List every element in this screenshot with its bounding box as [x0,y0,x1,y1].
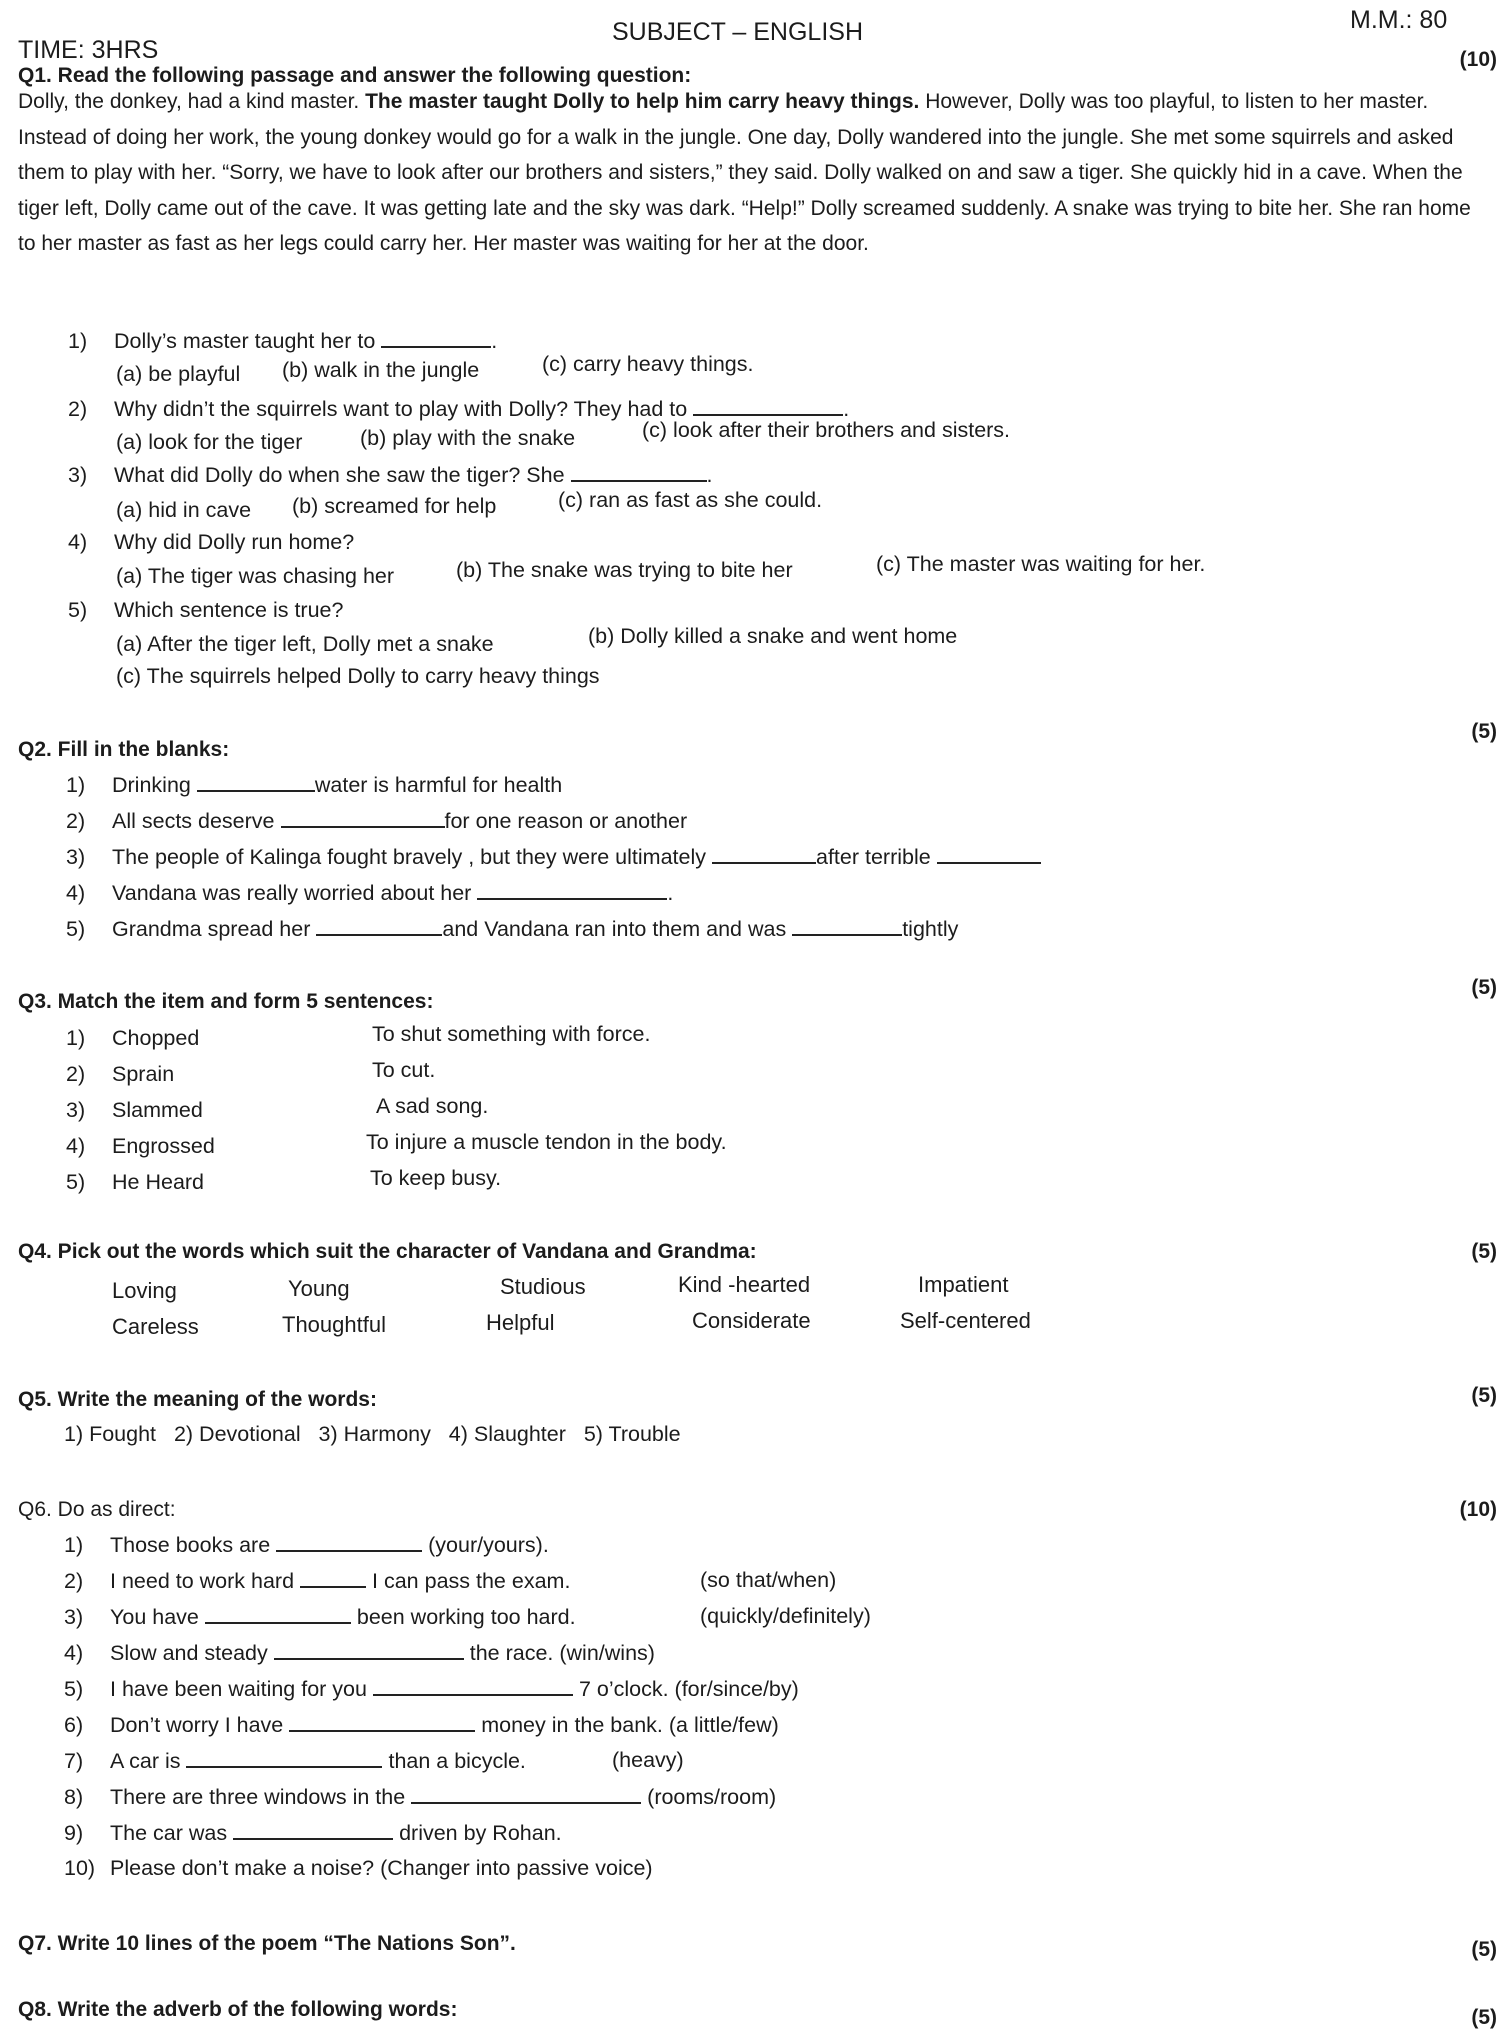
q3-item-2: 2) Sprain [66,1062,175,1086]
q6-hint-3: (quickly/definitely) [700,1604,871,1628]
q3-marks: (5) [1471,976,1497,999]
q4-word: Careless [112,1314,199,1339]
passage-intro: Dolly, the donkey, had a kind master. [18,90,360,113]
q1-question-3: 3) What did Dolly do when she saw the tiger? She . [68,463,713,487]
q6-item-2: 2) I need to work hard I can pass the exam. [64,1569,571,1593]
q4-word: Helpful [486,1310,555,1335]
question-number: 1) [68,329,88,353]
q4-marks: (5) [1471,1240,1497,1263]
q4-title: Q4. Pick out the words which suit the character of Vandana and Grandma: [18,1240,757,1263]
q6-item-10: 10) Please don’t make a noise? (Changer into passive voice) [64,1856,653,1880]
q2-item-2: 2) All sects deserve for one reason or another [66,809,688,833]
q3-meaning-3: A sad song. [376,1094,489,1118]
q1-q2-option-a: (a) look for the tiger [116,430,303,454]
question-text: Why did Dolly run home? [114,530,355,554]
max-marks: M.M.: 80 [1350,6,1448,34]
q4-word: Thoughtful [282,1312,386,1337]
q4-word: Impatient [918,1272,1009,1297]
answer-blank[interactable] [373,1676,573,1696]
q1-q1-option-c: (c) carry heavy things. [542,352,754,376]
q1-q3-option-a: (a) hid in cave [116,498,252,522]
answer-blank[interactable] [276,1532,422,1552]
answer-blank[interactable] [477,880,667,900]
answer-blank[interactable] [274,1640,464,1660]
q1-q5-option-b: (b) Dolly killed a snake and went home [588,624,958,648]
q3-meaning-2: To cut. [372,1058,436,1082]
q4-word: Self-centered [900,1308,1031,1333]
q3-meaning-1: To shut something with force. [372,1022,651,1046]
q2-item-4: 4) Vandana was really worried about her . [66,881,674,905]
q6-item-6: 6) Don’t worry I have money in the bank. (a little/few) [64,1713,779,1737]
answer-blank[interactable] [693,396,843,416]
q3-meaning-4: To injure a muscle tendon in the body. [366,1130,727,1154]
question-number: 2) [68,397,88,421]
q3-item-1: 1) Chopped [66,1026,200,1050]
passage-rest: However, Dolly was too playful, to listen to her master. Instead of doing her work, the young donkey would go for a walk in the jungle. One day, Dolly wandered into the jungle. She met some squirrels and asked them to play with her. “Sorry, we have to look after our brothers and sisters,” they said. Dolly walked on and saw a tiger. She quickly hid in a cave. When the tiger left, Dolly came out of the cave. It was getting late and the sky was dark. “Help!” Dolly screamed suddenly. A snake was trying to bite her. She ran home to her master as fast as her legs could carry her. Her master was waiting for her at the door. [18,90,1471,255]
answer-blank[interactable] [186,1748,382,1768]
q3-meaning-5: To keep busy. [370,1166,502,1190]
q6-marks: (10) [1459,1498,1497,1521]
q1-passage [18,84,1478,262]
q1-q5-option-c: (c) The squirrels helped Dolly to carry heavy things [116,664,600,688]
q7-marks: (5) [1471,1938,1497,1961]
q1-q1-option-b: (b) walk in the jungle [282,358,480,382]
answer-blank[interactable] [571,462,707,482]
answer-blank[interactable] [289,1712,475,1732]
question-number: 4) [68,530,88,554]
q2-item-1: 1) Drinking water is harmful for health [66,773,563,797]
answer-blank[interactable] [937,844,1041,864]
q1-question-4 [68,530,354,555]
q2-marks: (5) [1471,720,1497,743]
answer-blank[interactable] [411,1784,641,1804]
q8-marks: (5) [1471,2006,1497,2029]
q4-word: Kind -hearted [678,1272,811,1297]
q1-question-1: 1) Dolly’s master taught her to . [68,329,498,353]
passage-bold: The master taught Dolly to help him carry heavy things. [359,90,920,113]
answer-blank[interactable] [233,1820,393,1840]
q1-q5-option-a: (a) After the tiger left, Dolly met a snake [116,632,494,656]
q3-title: Q3. Match the item and form 5 sentences: [18,990,434,1013]
q1-q4-option-c: (c) The master was waiting for her. [876,552,1206,576]
q6-item-1: 1) Those books are (your/yours). [64,1533,549,1557]
answer-blank[interactable] [197,772,315,792]
q5-title: Q5. Write the meaning of the words: [18,1388,377,1411]
q8-title: Q8. Write the adverb of the following words: [18,1998,458,2021]
q6-item-3: 3) You have been working too hard. [64,1605,576,1629]
answer-blank[interactable] [712,844,816,864]
answer-blank[interactable] [316,916,442,936]
q1-title: Q1. Read the following passage and answer the following question: [18,64,692,87]
q2-item-3: 3) The people of Kalinga fought bravely , but they were ultimately after terrible [66,844,1041,870]
q2-item-5: 5) Grandma spread her and Vandana ran into them and was tightly [66,917,959,941]
answer-blank[interactable] [300,1568,366,1588]
time-label: TIME: 3HRS [18,36,159,64]
q1-q2-option-b: (b) play with the snake [360,426,576,450]
q1-q3-option-c: (c) ran as fast as she could. [558,488,823,512]
answer-blank[interactable] [205,1604,351,1624]
q5-words: 1) Fought 2) Devotional 3) Harmony 4) Slaughter 5) Trouble [64,1422,681,1446]
q4-word: Young [288,1276,350,1301]
question-text: Which sentence is true? [114,598,344,622]
q6-item-9: 9) The car was driven by Rohan. [64,1821,562,1845]
q1-question-5 [68,598,343,623]
q7-title: Q7. Write 10 lines of the poem “The Nations Son”. [18,1932,516,1955]
q6-item-7: 7) A car is than a bicycle. [64,1749,526,1773]
question-text: What did Dolly do when she saw the tiger? She [114,463,565,487]
q4-word: Considerate [692,1308,811,1333]
q1-question-2: 2) Why didn’t the squirrels want to play with Dolly? They had to . [68,397,850,421]
q3-item-3: 3) Slammed [66,1098,203,1122]
q3-item-5: 5) He Heard [66,1170,205,1194]
q1-q3-option-b: (b) screamed for help [292,494,497,518]
subject-title: SUBJECT – ENGLISH [612,18,864,46]
q6-item-5: 5) I have been waiting for you 7 o’clock. (for/since/by) [64,1677,799,1701]
q2-title: Q2. Fill in the blanks: [18,738,230,761]
q6-item-8: 8) There are three windows in the (rooms/room) [64,1785,777,1809]
answer-blank[interactable] [792,916,902,936]
q1-q4-option-a: (a) The tiger was chasing her [116,564,395,588]
q5-marks: (5) [1471,1384,1497,1407]
answer-blank[interactable] [381,328,491,348]
q4-word: Loving [112,1278,177,1303]
q1-q4-option-b: (b) The snake was trying to bite her [456,558,793,582]
q1-q1-option-a: (a) be playful [116,362,241,386]
q1-q2-option-c: (c) look after their brothers and sisters. [642,418,1011,442]
question-number: 5) [68,598,88,622]
q1-marks: (10) [1459,48,1497,71]
q6-title: Q6. Do as direct: [18,1498,176,1521]
question-text: Why didn’t the squirrels want to play with Dolly? They had to [114,397,688,421]
question-text: Dolly’s master taught her to [114,329,376,353]
q6-hint-2: (so that/when) [700,1568,837,1592]
question-number: 3) [68,463,88,487]
q6-item-4: 4) Slow and steady the race. (win/wins) [64,1641,655,1665]
q6-hint-7: (heavy) [612,1748,684,1772]
answer-blank[interactable] [281,808,445,828]
q3-item-4: 4) Engrossed [66,1134,215,1158]
q4-word: Studious [500,1274,586,1299]
